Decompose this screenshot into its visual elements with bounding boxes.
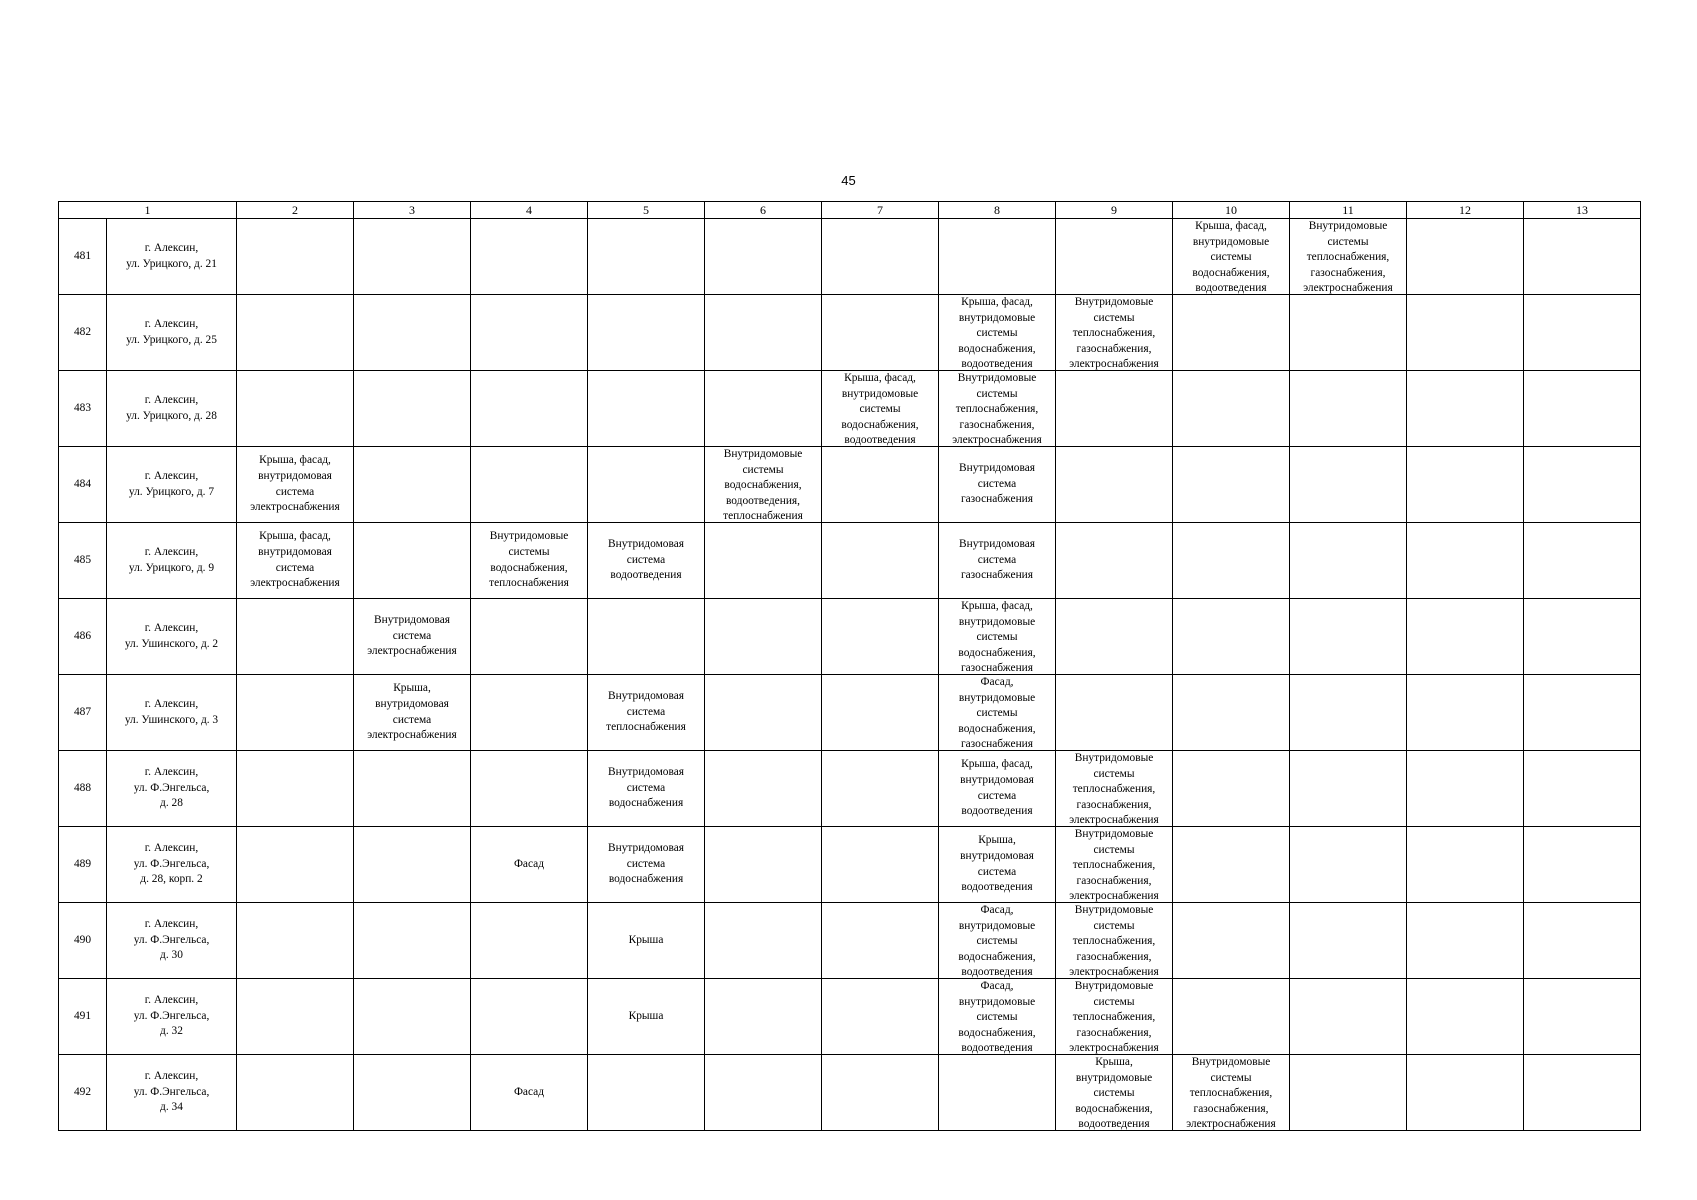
repair-works-text: Внутридомовые системы теплоснабжения, газоснабжения, электроснабжения <box>1069 980 1159 1054</box>
table-cell <box>237 371 354 447</box>
repair-works-text: Внутридомовые системы теплоснабжения, газоснабжения, электроснабжения <box>1069 904 1159 978</box>
table-cell <box>1524 979 1641 1055</box>
column-header: 1 <box>59 202 237 219</box>
table-cell <box>1524 827 1641 903</box>
table-cell <box>354 903 471 979</box>
table-cell <box>1290 219 1407 295</box>
table-cell <box>1056 979 1173 1055</box>
table-cell <box>237 903 354 979</box>
table-cell <box>588 979 705 1055</box>
table-cell <box>1290 295 1407 371</box>
table-cell <box>237 827 354 903</box>
table-cell <box>1407 1055 1524 1131</box>
building-address: г. Алексин, ул. Ф.Энгельса, д. 28, корп. 2 <box>107 827 237 903</box>
building-address: г. Алексин, ул. Ф.Энгельса, д. 28 <box>107 751 237 827</box>
repair-works-text: Внутридомовые системы теплоснабжения, газоснабжения, электроснабжения <box>1186 1056 1276 1130</box>
table-cell <box>822 371 939 447</box>
table-row <box>59 447 1641 523</box>
table-cell <box>705 903 822 979</box>
table-cell <box>588 903 705 979</box>
table-cell <box>1056 523 1173 599</box>
repair-works-text: Крыша, внутридомовые системы водоснабжения, водоотведения <box>1075 1056 1153 1130</box>
table-cell <box>1524 371 1641 447</box>
row-number: 483 <box>59 371 107 447</box>
table-cell <box>939 751 1056 827</box>
table-cell <box>1056 751 1173 827</box>
table-cell <box>1524 675 1641 751</box>
building-address: г. Алексин, ул. Урицкого, д. 9 <box>107 523 237 599</box>
table-cell <box>354 523 471 599</box>
table-cell <box>822 751 939 827</box>
repair-works-text: Крыша, внутридомовая система электроснабжения <box>367 682 457 742</box>
column-header: 10 <box>1173 202 1290 219</box>
table-cell <box>588 447 705 523</box>
table-cell <box>1524 599 1641 675</box>
table-cell <box>705 1055 822 1131</box>
repair-works-text: Крыша, фасад, внутридомовая система водоотведения <box>960 758 1034 818</box>
table-cell <box>822 979 939 1055</box>
table-cell <box>354 447 471 523</box>
repair-works-text: Крыша, фасад, внутридомовые системы водоснабжения, газоснабжения <box>958 600 1036 674</box>
table-cell <box>237 599 354 675</box>
table-row <box>59 903 1641 979</box>
table-cell <box>939 903 1056 979</box>
repair-works-text: Крыша, внутридомовая система водоотведения <box>960 834 1034 894</box>
table-cell <box>354 371 471 447</box>
table-cell <box>471 903 588 979</box>
column-header-row <box>59 202 1641 219</box>
row-number: 488 <box>59 751 107 827</box>
building-address: г. Алексин, ул. Урицкого, д. 21 <box>107 219 237 295</box>
repair-works-text: Внутридомовая система газоснабжения <box>959 538 1035 582</box>
column-header: 9 <box>1056 202 1173 219</box>
table-cell <box>1173 675 1290 751</box>
table-cell <box>939 295 1056 371</box>
table-cell <box>1290 1055 1407 1131</box>
table-cell <box>1407 371 1524 447</box>
building-address: г. Алексин, ул. Ф.Энгельса, д. 30 <box>107 903 237 979</box>
table-cell <box>588 751 705 827</box>
table-cell <box>939 523 1056 599</box>
repair-works-text: Крыша, фасад, внутридомовые системы водоснабжения, водоотведения <box>1192 220 1270 294</box>
table-cell <box>705 523 822 599</box>
repair-works-text: Внутридомовые системы теплоснабжения, газоснабжения, электроснабжения <box>1069 296 1159 370</box>
table-cell <box>237 675 354 751</box>
repair-works-text: Крыша <box>628 1009 664 1022</box>
table-cell <box>939 827 1056 903</box>
repair-works-text: Крыша <box>628 933 664 946</box>
repair-works-text: Внутридомовая система водоснабжения <box>608 842 684 886</box>
repair-works-text: Крыша, фасад, внутридомовая система электроснабжения <box>250 454 340 514</box>
table-cell <box>822 827 939 903</box>
table-cell <box>1407 447 1524 523</box>
table-cell <box>237 447 354 523</box>
table-cell <box>354 599 471 675</box>
table-cell <box>237 751 354 827</box>
table-cell <box>1173 219 1290 295</box>
table-cell <box>1173 523 1290 599</box>
table-cell <box>705 371 822 447</box>
repair-works-text: Внутридомовые системы теплоснабжения, газоснабжения, электроснабжения <box>952 372 1042 446</box>
repair-works-text: Внутридомовая система газоснабжения <box>959 462 1035 506</box>
table-cell <box>588 675 705 751</box>
building-address: г. Алексин, ул. Урицкого, д. 28 <box>107 371 237 447</box>
table-cell <box>1173 599 1290 675</box>
table-cell <box>822 523 939 599</box>
row-number: 486 <box>59 599 107 675</box>
building-address: г. Алексин, ул. Урицкого, д. 25 <box>107 295 237 371</box>
table-cell <box>354 1055 471 1131</box>
table-body <box>59 219 1641 1131</box>
table-cell <box>1290 903 1407 979</box>
table-row <box>59 219 1641 295</box>
table-cell <box>237 979 354 1055</box>
table-cell <box>1407 903 1524 979</box>
column-header: 3 <box>354 202 471 219</box>
column-header: 13 <box>1524 202 1641 219</box>
repair-works-text: Фасад <box>513 1085 545 1098</box>
repair-works-text: Крыша, фасад, внутридомовые системы водоснабжения, водоотведения <box>958 296 1036 370</box>
table-cell <box>471 675 588 751</box>
table-cell <box>1524 219 1641 295</box>
table-cell <box>588 523 705 599</box>
building-address: г. Алексин, ул. Урицкого, д. 7 <box>107 447 237 523</box>
table-cell <box>705 979 822 1055</box>
row-number: 484 <box>59 447 107 523</box>
table-cell <box>471 979 588 1055</box>
table-cell <box>939 371 1056 447</box>
table-cell <box>237 523 354 599</box>
building-address: г. Алексин, ул. Ф.Энгельса, д. 34 <box>107 1055 237 1131</box>
table-cell <box>1056 295 1173 371</box>
table-cell <box>705 219 822 295</box>
table-cell <box>471 219 588 295</box>
table-cell <box>1524 295 1641 371</box>
table-cell <box>705 295 822 371</box>
table-cell <box>1524 523 1641 599</box>
table-cell <box>1407 599 1524 675</box>
table-row <box>59 979 1641 1055</box>
table-cell <box>1056 599 1173 675</box>
table-cell <box>1407 675 1524 751</box>
table-cell <box>1524 447 1641 523</box>
table-cell <box>1524 1055 1641 1131</box>
column-header: 12 <box>1407 202 1524 219</box>
repair-works-text: Фасад <box>513 857 545 870</box>
column-header: 6 <box>705 202 822 219</box>
table-cell <box>471 751 588 827</box>
table-cell <box>1173 371 1290 447</box>
table-cell <box>1407 523 1524 599</box>
table-row <box>59 523 1641 599</box>
table-cell <box>1056 675 1173 751</box>
table-cell <box>1290 371 1407 447</box>
table-cell <box>705 827 822 903</box>
table-cell <box>1056 219 1173 295</box>
table-cell <box>1173 979 1290 1055</box>
table-cell <box>1056 1055 1173 1131</box>
table-cell <box>705 675 822 751</box>
table-cell <box>588 827 705 903</box>
table-row <box>59 295 1641 371</box>
table-row <box>59 371 1641 447</box>
repair-works-text: Крыша, фасад, внутридомовая система электроснабжения <box>250 530 340 590</box>
table-cell <box>354 827 471 903</box>
table-cell <box>1290 675 1407 751</box>
table-cell <box>1056 371 1173 447</box>
table-cell <box>705 447 822 523</box>
table-cell <box>939 1055 1056 1131</box>
table-cell <box>471 447 588 523</box>
table-cell <box>354 751 471 827</box>
table-cell <box>822 219 939 295</box>
capital-repair-schedule-table <box>58 201 1641 1131</box>
column-header: 5 <box>588 202 705 219</box>
table-cell <box>588 219 705 295</box>
repair-works-text: Внутридомовые системы теплоснабжения, газоснабжения, электроснабжения <box>1069 828 1159 902</box>
table-cell <box>939 447 1056 523</box>
table-cell <box>1056 827 1173 903</box>
table-cell <box>939 979 1056 1055</box>
table-cell <box>471 371 588 447</box>
repair-works-text: Фасад, внутридомовые системы водоснабжения, водоотведения <box>958 980 1036 1054</box>
table-row <box>59 827 1641 903</box>
table-cell <box>237 1055 354 1131</box>
table-cell <box>354 295 471 371</box>
table-cell <box>471 599 588 675</box>
row-number: 482 <box>59 295 107 371</box>
table-row <box>59 1055 1641 1131</box>
table-cell <box>822 599 939 675</box>
repair-works-text: Крыша, фасад, внутридомовые системы водоснабжения, водоотведения <box>841 372 919 446</box>
row-number: 489 <box>59 827 107 903</box>
repair-works-text: Фасад, внутридомовые системы водоснабжения, водоотведения <box>958 904 1036 978</box>
table-cell <box>1290 599 1407 675</box>
building-address: г. Алексин, ул. Ушинского, д. 2 <box>107 599 237 675</box>
table-row <box>59 751 1641 827</box>
repair-works-text: Внутридомовые системы водоснабжения, теплоснабжения <box>489 530 569 590</box>
table-cell <box>588 371 705 447</box>
table-cell <box>822 447 939 523</box>
row-number: 490 <box>59 903 107 979</box>
table-cell <box>1173 751 1290 827</box>
table-row <box>59 675 1641 751</box>
table-cell <box>1407 827 1524 903</box>
table-row <box>59 599 1641 675</box>
table-cell <box>1173 1055 1290 1131</box>
table-cell <box>1056 447 1173 523</box>
table-cell <box>588 1055 705 1131</box>
column-header: 4 <box>471 202 588 219</box>
column-header: 11 <box>1290 202 1407 219</box>
table-cell <box>588 295 705 371</box>
table-cell <box>705 599 822 675</box>
repair-works-text: Внутридомовая система водоснабжения <box>608 766 684 810</box>
repair-works-text: Внутридомовые системы водоснабжения, водоотведения, теплоснабжения <box>723 448 803 522</box>
table-cell <box>822 903 939 979</box>
table-cell <box>1173 903 1290 979</box>
table-cell <box>1290 827 1407 903</box>
repair-works-text: Внутридомовая система водоотведения <box>608 538 684 582</box>
table-cell <box>1407 219 1524 295</box>
repair-works-text: Внутридомовые системы теплоснабжения, газоснабжения, электроснабжения <box>1069 752 1159 826</box>
table-cell <box>1407 979 1524 1055</box>
table-cell <box>705 751 822 827</box>
repair-works-text: Внутридомовые системы теплоснабжения, газоснабжения, электроснабжения <box>1303 220 1393 294</box>
table-cell <box>1173 827 1290 903</box>
table-cell <box>471 1055 588 1131</box>
table-cell <box>1173 295 1290 371</box>
table-cell <box>822 675 939 751</box>
table-cell <box>354 219 471 295</box>
table-cell <box>237 295 354 371</box>
table-cell <box>1524 903 1641 979</box>
table-cell <box>1290 523 1407 599</box>
table-cell <box>471 523 588 599</box>
row-number: 491 <box>59 979 107 1055</box>
table-cell <box>1290 447 1407 523</box>
table-cell <box>1407 751 1524 827</box>
table-cell <box>354 979 471 1055</box>
table-cell <box>1056 903 1173 979</box>
page-number: 45 <box>841 173 856 188</box>
table-cell <box>1290 979 1407 1055</box>
column-header: 7 <box>822 202 939 219</box>
table-cell <box>939 599 1056 675</box>
table-cell <box>471 827 588 903</box>
row-number: 481 <box>59 219 107 295</box>
table-cell <box>1407 295 1524 371</box>
building-address: г. Алексин, ул. Ф.Энгельса, д. 32 <box>107 979 237 1055</box>
table-cell <box>237 219 354 295</box>
table-cell <box>1173 447 1290 523</box>
column-header: 2 <box>237 202 354 219</box>
table-cell <box>822 295 939 371</box>
building-address: г. Алексин, ул. Ушинского, д. 3 <box>107 675 237 751</box>
table-cell <box>1524 751 1641 827</box>
table-cell <box>939 219 1056 295</box>
table-cell <box>354 675 471 751</box>
repair-works-text: Фасад, внутридомовые системы водоснабжения, газоснабжения <box>958 676 1036 750</box>
row-number: 487 <box>59 675 107 751</box>
table-cell <box>588 599 705 675</box>
repair-works-text: Внутридомовая система теплоснабжения <box>606 690 686 734</box>
column-header: 8 <box>939 202 1056 219</box>
repair-works-text: Внутридомовая система электроснабжения <box>367 614 457 658</box>
table-cell <box>471 295 588 371</box>
table-cell <box>939 675 1056 751</box>
table-cell <box>822 1055 939 1131</box>
row-number: 492 <box>59 1055 107 1131</box>
row-number: 485 <box>59 523 107 599</box>
table-cell <box>1290 751 1407 827</box>
